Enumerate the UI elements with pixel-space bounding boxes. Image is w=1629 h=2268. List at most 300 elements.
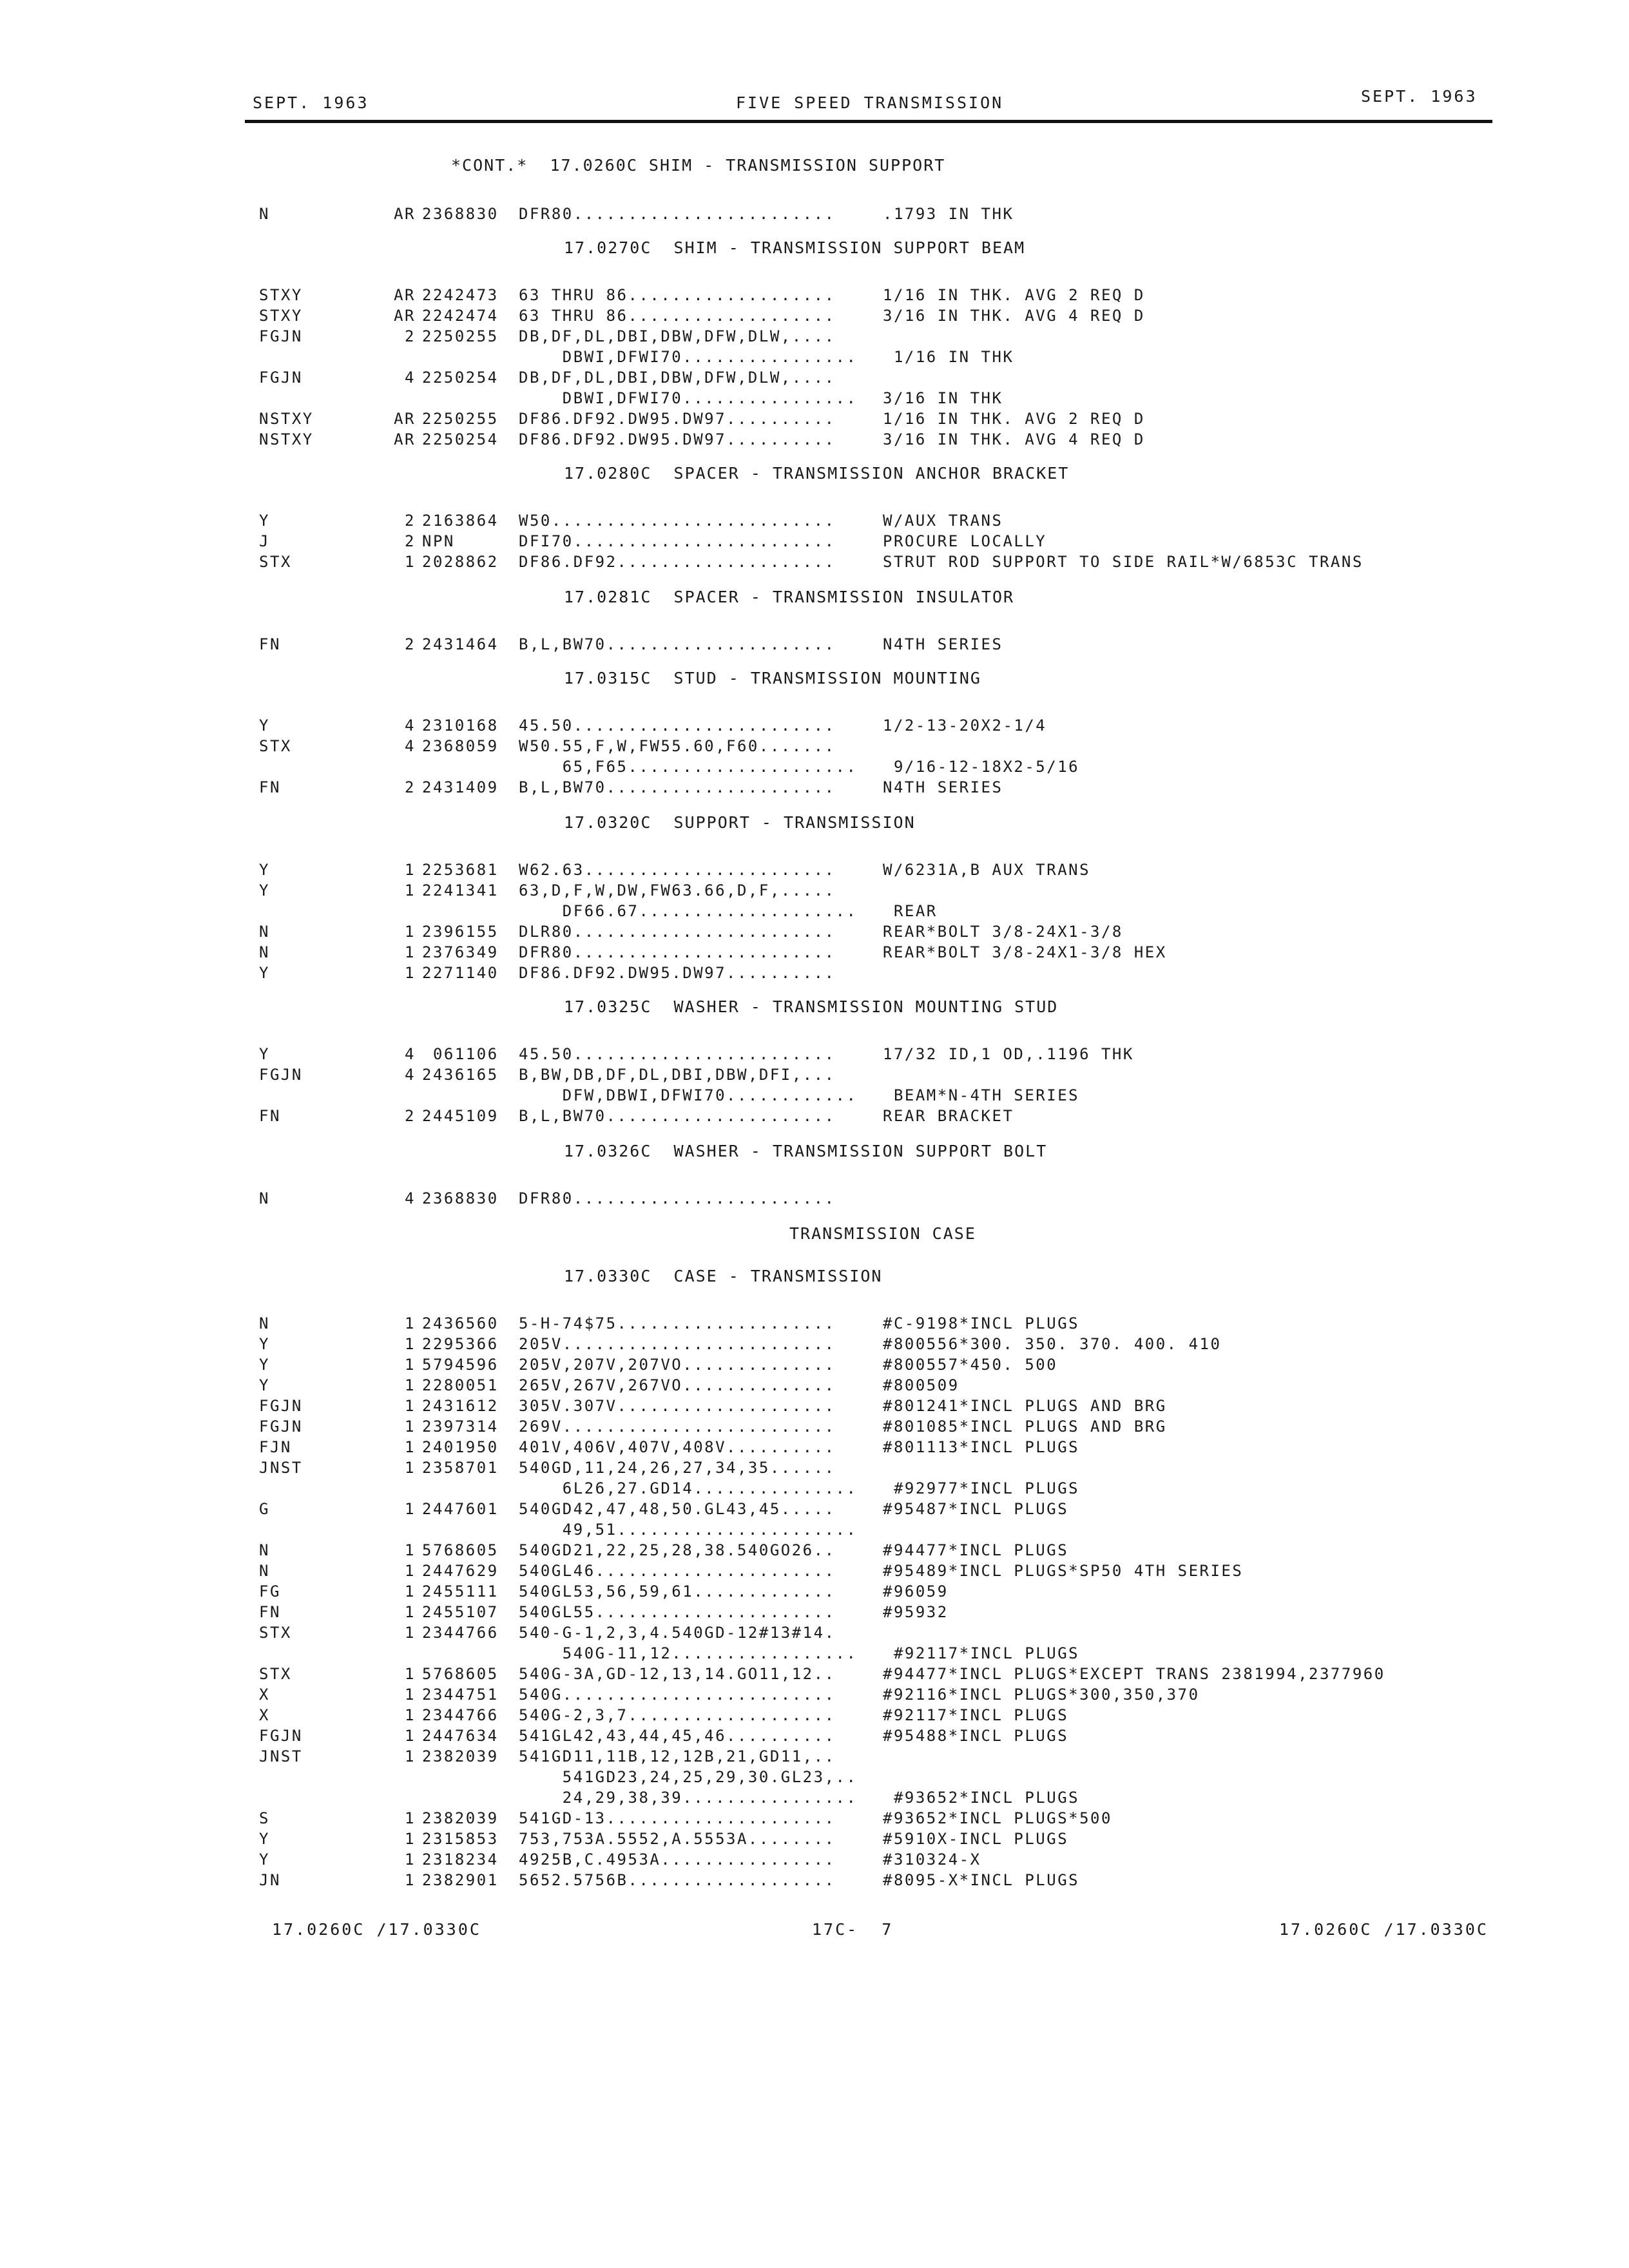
quantity: 1 (405, 1376, 416, 1394)
part-number: 2250255 (422, 327, 499, 345)
part-number: 2358701 (422, 1459, 499, 1477)
application: DB,DF,DL,DBI,DBW,DFW,DLW,.... (519, 369, 836, 387)
usage-code: JNST (259, 1747, 303, 1765)
remarks: #801113*INCL PLUGS (883, 1438, 1080, 1456)
usage-code: STX (259, 553, 292, 571)
quantity: 2 (405, 635, 416, 653)
remarks: W/AUX TRANS (883, 512, 1003, 530)
usage-code: FGJN (259, 1397, 303, 1415)
usage-code: S (259, 1809, 270, 1827)
quantity: 1 (405, 1871, 416, 1889)
section-heading-text: 17.0270C SHIM - TRANSMISSION SUPPORT BEAM (564, 238, 1026, 257)
application: W50.55,F,W,FW55.60,F60....... (519, 737, 836, 755)
usage-code: Y (259, 1335, 270, 1353)
quantity: 1 (405, 1727, 416, 1745)
usage-code: Y (259, 1830, 270, 1848)
application: DFR80........................ (519, 205, 836, 223)
parts-row (0, 758, 1629, 778)
section-heading-text: 17.0330C CASE - TRANSMISSION (564, 1267, 883, 1285)
footer-right-range: 17.0260C /17.0330C (1279, 1920, 1489, 1939)
application: W62.63....................... (519, 861, 836, 879)
section-heading (0, 997, 1629, 1023)
header-left-date: SEPT. 1963 (253, 93, 369, 112)
part-number: 2431409 (422, 778, 499, 796)
parts-row (0, 737, 1629, 757)
part-number: 2436165 (422, 1066, 499, 1084)
application: 540G-2,3,7................... (519, 1706, 836, 1724)
parts-row (0, 389, 1629, 409)
quantity: 1 (405, 1335, 416, 1353)
parts-row (0, 369, 1629, 389)
usage-code: X (259, 1686, 270, 1704)
part-number: 2455107 (422, 1603, 499, 1621)
part-number: 2447629 (422, 1562, 499, 1580)
remarks: #800556*300. 350. 370. 400. 410 (883, 1335, 1222, 1353)
section-heading-text: 17.0320C SUPPORT - TRANSMISSION (564, 813, 916, 832)
quantity: 1 (405, 1624, 416, 1642)
quantity: 1 (405, 1356, 416, 1374)
application: 45.50........................ (519, 1045, 836, 1063)
parts-row (0, 1747, 1629, 1767)
usage-code: STX (259, 737, 292, 755)
usage-code: FN (259, 635, 281, 653)
application: 540G-11,12................. (519, 1644, 858, 1662)
part-number: 2382901 (422, 1871, 499, 1889)
remarks: #801241*INCL PLUGS AND BRG (883, 1397, 1167, 1415)
parts-row (0, 1562, 1629, 1582)
part-number: 2310168 (422, 716, 499, 735)
parts-row (0, 286, 1629, 306)
application: DLR80........................ (519, 923, 836, 941)
usage-code: N (259, 205, 270, 223)
parts-row (0, 1871, 1629, 1891)
application: DFR80........................ (519, 1189, 836, 1207)
remarks: #94477*INCL PLUGS*EXCEPT TRANS 2381994,2377960 (883, 1665, 1385, 1683)
usage-code: Y (259, 1376, 270, 1394)
application: 45.50........................ (519, 716, 836, 735)
parts-row (0, 1789, 1629, 1809)
parts-row (0, 1356, 1629, 1376)
quantity: 4 (405, 716, 416, 735)
part-number: 061106 (422, 1045, 499, 1063)
remarks: 1/16 IN THK. AVG 2 REQ D (883, 410, 1145, 428)
application: 541GD-13..................... (519, 1809, 836, 1827)
application: 63 THRU 86................... (519, 286, 836, 304)
quantity: 4 (405, 1189, 416, 1207)
footer-page-number: 17C- 7 (812, 1920, 894, 1939)
quantity: 1 (405, 1314, 416, 1332)
application: 540GD,11,24,26,27,34,35...... (519, 1459, 836, 1477)
usage-code: J (259, 532, 270, 550)
quantity: 1 (405, 553, 416, 571)
parts-row (0, 1189, 1629, 1209)
part-number: 2431464 (422, 635, 499, 653)
quantity: 2 (405, 1107, 416, 1125)
quantity: 1 (405, 943, 416, 961)
application: 63,D,F,W,DW,FW63.66,D,F,..... (519, 881, 836, 899)
usage-code: JN (259, 1871, 281, 1889)
quantity: 1 (405, 1500, 416, 1518)
parts-row (0, 1107, 1629, 1127)
quantity: AR (394, 430, 416, 448)
usage-code: N (259, 1314, 270, 1332)
remarks: #92977*INCL PLUGS (883, 1479, 1080, 1497)
part-number: 2295366 (422, 1335, 499, 1353)
usage-code: FN (259, 1107, 281, 1125)
application: 5652.5756B................... (519, 1871, 836, 1889)
application: B,L,BW70..................... (519, 778, 836, 796)
part-number: 2368830 (422, 1189, 499, 1207)
parts-row (0, 1850, 1629, 1870)
application: 49,51...................... (519, 1521, 858, 1539)
parts-row (0, 1603, 1629, 1623)
parts-row (0, 512, 1629, 532)
parts-row (0, 1479, 1629, 1499)
application: 541GL42,43,44,45,46.......... (519, 1727, 836, 1745)
application: DF86.DF92.DW95.DW97.......... (519, 410, 836, 428)
part-number: 2344766 (422, 1624, 499, 1642)
parts-row (0, 430, 1629, 450)
application: 269V......................... (519, 1418, 836, 1436)
section-heading (0, 1142, 1629, 1168)
section-heading-text: *CONT.* 17.0260C SHIM - TRANSMISSION SUPPORT (451, 156, 946, 175)
quantity: 2 (405, 778, 416, 796)
part-number: 5794596 (422, 1356, 499, 1374)
parts-row (0, 327, 1629, 347)
part-number: 2401950 (422, 1438, 499, 1456)
parts-row (0, 205, 1629, 225)
usage-code: FN (259, 778, 281, 796)
application: DF66.67.................... (519, 902, 858, 920)
parts-row (0, 1644, 1629, 1664)
section-heading (0, 238, 1629, 264)
usage-code: FN (259, 1603, 281, 1621)
remarks: 3/16 IN THK. AVG 4 REQ D (883, 430, 1145, 448)
remarks: #93652*INCL PLUGS*500 (883, 1809, 1112, 1827)
quantity: AR (394, 286, 416, 304)
usage-code: FJN (259, 1438, 292, 1456)
application: DF86.DF92.DW95.DW97.......... (519, 430, 836, 448)
part-number: 2368830 (422, 205, 499, 223)
parts-row (0, 716, 1629, 736)
part-number: 2344766 (422, 1706, 499, 1724)
parts-row (0, 553, 1629, 573)
application: 540GL53,56,59,61............. (519, 1582, 836, 1600)
remarks: BEAM*N-4TH SERIES (883, 1086, 1080, 1104)
parts-row (0, 1541, 1629, 1561)
section-heading-text: 17.0280C SPACER - TRANSMISSION ANCHOR BRACKET (564, 464, 1070, 483)
part-number: 2250254 (422, 430, 499, 448)
parts-row (0, 1459, 1629, 1479)
part-number: 2368059 (422, 737, 499, 755)
part-number: 5768605 (422, 1541, 499, 1559)
quantity: 4 (405, 1066, 416, 1084)
usage-code: N (259, 1189, 270, 1207)
part-number: 2253681 (422, 861, 499, 879)
remarks: 3/16 IN THK (883, 389, 1003, 407)
remarks: PROCURE LOCALLY (883, 532, 1047, 550)
usage-code: STX (259, 1624, 292, 1642)
remarks: #95932 (883, 1603, 949, 1621)
quantity: 1 (405, 923, 416, 941)
part-number: 2163864 (422, 512, 499, 530)
remarks: #92117*INCL PLUGS (883, 1644, 1080, 1662)
parts-row (0, 410, 1629, 430)
part-number: 2242474 (422, 307, 499, 325)
parts-row (0, 1768, 1629, 1788)
usage-code: FGJN (259, 1066, 303, 1084)
usage-code: N (259, 1562, 270, 1580)
section-heading-text: 17.0325C WASHER - TRANSMISSION MOUNTING STUD (564, 997, 1059, 1016)
application: 753,753A.5552,A.5553A........ (519, 1830, 836, 1848)
application: 6L26,27.GD14............... (519, 1479, 858, 1497)
application: B,L,BW70..................... (519, 635, 836, 653)
usage-code: Y (259, 1045, 270, 1063)
parts-row (0, 307, 1629, 327)
remarks: 1/16 IN THK (883, 348, 1014, 366)
quantity: 1 (405, 1665, 416, 1683)
usage-code: FGJN (259, 1727, 303, 1745)
quantity: 1 (405, 1686, 416, 1704)
usage-code: Y (259, 716, 270, 735)
application: 65,F65..................... (519, 758, 858, 776)
section-heading (0, 588, 1629, 613)
remarks: 1/16 IN THK. AVG 2 REQ D (883, 286, 1145, 304)
part-number: 2250255 (422, 410, 499, 428)
quantity: 2 (405, 512, 416, 530)
usage-code: FGJN (259, 327, 303, 345)
remarks: STRUT ROD SUPPORT TO SIDE RAIL*W/6853C TRANS (883, 553, 1364, 571)
usage-code: JNST (259, 1459, 303, 1477)
quantity: 1 (405, 1747, 416, 1765)
remarks: #95489*INCL PLUGS*SP50 4TH SERIES (883, 1562, 1244, 1580)
application: DF86.DF92.................... (519, 553, 836, 571)
footer-left-range: 17.0260C /17.0330C (272, 1920, 481, 1939)
application: DF86.DF92.DW95.DW97.......... (519, 964, 836, 982)
application: DBWI,DFWI70................ (519, 389, 858, 407)
parts-row (0, 1809, 1629, 1829)
part-number: 2344751 (422, 1686, 499, 1704)
parts-row (0, 1438, 1629, 1458)
application: 540G......................... (519, 1686, 836, 1704)
parts-row (0, 1686, 1629, 1706)
usage-code: FG (259, 1582, 281, 1600)
parts-row (0, 1624, 1629, 1644)
application: 5-H-74$75.................... (519, 1314, 836, 1332)
usage-code: FGJN (259, 1418, 303, 1436)
quantity: 2 (405, 532, 416, 550)
application: 540-G-1,2,3,4.540GD-12#13#14. (519, 1624, 836, 1642)
usage-code: N (259, 943, 270, 961)
section-heading (0, 1224, 1629, 1250)
parts-row (0, 881, 1629, 901)
section-heading-text: 17.0326C WASHER - TRANSMISSION SUPPORT BOLT (564, 1142, 1048, 1160)
remarks: #8095-X*INCL PLUGS (883, 1871, 1080, 1889)
section-heading (0, 669, 1629, 695)
parts-row (0, 1045, 1629, 1065)
part-number: 2250254 (422, 369, 499, 387)
remarks: #5910X-INCL PLUGS (883, 1830, 1069, 1848)
remarks: #800509 (883, 1376, 959, 1394)
section-heading (0, 156, 1629, 182)
quantity: 4 (405, 737, 416, 755)
quantity: AR (394, 410, 416, 428)
quantity: 1 (405, 1809, 416, 1827)
parts-row (0, 1397, 1629, 1417)
usage-code: STXY (259, 286, 303, 304)
remarks: #95488*INCL PLUGS (883, 1727, 1069, 1745)
usage-code: N (259, 923, 270, 941)
usage-code: STX (259, 1665, 292, 1683)
remarks: #92116*INCL PLUGS*300,350,370 (883, 1686, 1200, 1704)
header-title: FIVE SPEED TRANSMISSION (736, 93, 1004, 112)
remarks: REAR*BOLT 3/8-24X1-3/8 (883, 923, 1123, 941)
quantity: 2 (405, 327, 416, 345)
section-heading (0, 1267, 1629, 1293)
part-number: 2382039 (422, 1747, 499, 1765)
part-number: 5768605 (422, 1665, 499, 1683)
application: 541GD11,11B,12,12B,21,GD11,.. (519, 1747, 836, 1765)
remarks: #310324-X (883, 1850, 981, 1869)
parts-row (0, 1727, 1629, 1747)
quantity: 1 (405, 1459, 416, 1477)
parts-row (0, 1582, 1629, 1602)
section-heading (0, 813, 1629, 839)
application: 401V,406V,407V,408V.......... (519, 1438, 836, 1456)
remarks: #95487*INCL PLUGS (883, 1500, 1069, 1518)
application: DFR80........................ (519, 943, 836, 961)
parts-row (0, 943, 1629, 963)
parts-row (0, 1314, 1629, 1334)
section-heading-text: 17.0281C SPACER - TRANSMISSION INSULATOR (564, 588, 1015, 606)
parts-row (0, 778, 1629, 798)
remarks: #C-9198*INCL PLUGS (883, 1314, 1080, 1332)
remarks: #800557*450. 500 (883, 1356, 1058, 1374)
application: 24,29,38,39................ (519, 1789, 858, 1807)
remarks: REAR*BOLT 3/8-24X1-3/8 HEX (883, 943, 1167, 961)
usage-code: Y (259, 512, 270, 530)
part-number: 2271140 (422, 964, 499, 982)
remarks: 9/16-12-18X2-5/16 (883, 758, 1080, 776)
usage-code: Y (259, 1356, 270, 1374)
quantity: 1 (405, 861, 416, 879)
parts-row (0, 532, 1629, 552)
parts-row (0, 923, 1629, 943)
application: 540GL46...................... (519, 1562, 836, 1580)
remarks: N4TH SERIES (883, 778, 1003, 796)
application: DB,DF,DL,DBI,DBW,DFW,DLW,.... (519, 327, 836, 345)
application: W50.......................... (519, 512, 836, 530)
usage-code: N (259, 1541, 270, 1559)
parts-row (0, 635, 1629, 655)
quantity: 1 (405, 1397, 416, 1415)
part-number: 2447634 (422, 1727, 499, 1745)
parts-row (0, 861, 1629, 881)
section-heading-text: TRANSMISSION CASE (789, 1224, 976, 1243)
parts-row (0, 1665, 1629, 1685)
usage-code: Y (259, 964, 270, 982)
quantity: 1 (405, 1541, 416, 1559)
quantity: 1 (405, 1830, 416, 1848)
application: 540GL55...................... (519, 1603, 836, 1621)
usage-code: X (259, 1706, 270, 1724)
usage-code: G (259, 1500, 270, 1518)
parts-row (0, 1830, 1629, 1850)
quantity: 1 (405, 1582, 416, 1600)
remarks: 1/2-13-20X2-1/4 (883, 716, 1047, 735)
quantity: 1 (405, 1603, 416, 1621)
remarks: #92117*INCL PLUGS (883, 1706, 1069, 1724)
quantity: 4 (405, 369, 416, 387)
remarks: REAR BRACKET (883, 1107, 1014, 1125)
quantity: AR (394, 205, 416, 223)
parts-row (0, 1335, 1629, 1355)
quantity: 1 (405, 1850, 416, 1869)
parts-row (0, 1521, 1629, 1541)
usage-code: STXY (259, 307, 303, 325)
quantity: 1 (405, 1706, 416, 1724)
usage-code: Y (259, 861, 270, 879)
part-number: 2436560 (422, 1314, 499, 1332)
part-number: 2241341 (422, 881, 499, 899)
usage-code: NSTXY (259, 430, 314, 448)
usage-code: Y (259, 881, 270, 899)
parts-row (0, 1376, 1629, 1396)
quantity: 4 (405, 1045, 416, 1063)
usage-code: Y (259, 1850, 270, 1869)
application: 540G-3A,GD-12,13,14.GO11,12.. (519, 1665, 836, 1683)
application: B,BW,DB,DF,DL,DBI,DBW,DFI,... (519, 1066, 836, 1084)
part-number: 2455111 (422, 1582, 499, 1600)
part-number: 2242473 (422, 286, 499, 304)
remarks: 17/32 ID,1 OD,.1196 THK (883, 1045, 1134, 1063)
part-number: 2318234 (422, 1850, 499, 1869)
remarks: #801085*INCL PLUGS AND BRG (883, 1418, 1167, 1436)
remarks: 3/16 IN THK. AVG 4 REQ D (883, 307, 1145, 325)
application: B,L,BW70..................... (519, 1107, 836, 1125)
parts-row (0, 964, 1629, 984)
part-number: 2028862 (422, 553, 499, 571)
application: 540GD21,22,25,28,38.540GO26.. (519, 1541, 836, 1559)
quantity: 1 (405, 964, 416, 982)
part-number: 2445109 (422, 1107, 499, 1125)
part-number: 2382039 (422, 1809, 499, 1827)
section-heading (0, 464, 1629, 490)
part-number: NPN (422, 532, 455, 550)
application: 205V,207V,207VO.............. (519, 1356, 836, 1374)
parts-row (0, 1066, 1629, 1086)
application: DFW,DBWI,DFWI70............ (519, 1086, 858, 1104)
remarks: #93652*INCL PLUGS (883, 1789, 1080, 1807)
header-right-date: SEPT. 1963 (1361, 87, 1478, 106)
part-number: 2376349 (422, 943, 499, 961)
quantity: 1 (405, 1438, 416, 1456)
remarks: .1793 IN THK (883, 205, 1014, 223)
application: 265V,267V,267VO.............. (519, 1376, 836, 1394)
section-heading-text: 17.0315C STUD - TRANSMISSION MOUNTING (564, 669, 981, 687)
parts-row (0, 902, 1629, 922)
remarks: #96059 (883, 1582, 949, 1600)
parts-row (0, 1418, 1629, 1437)
part-number: 2396155 (422, 923, 499, 941)
remarks: REAR (883, 902, 938, 920)
quantity: 1 (405, 1562, 416, 1580)
remarks: #94477*INCL PLUGS (883, 1541, 1069, 1559)
application: DFI70........................ (519, 532, 836, 550)
application: DBWI,DFWI70................ (519, 348, 858, 366)
part-number: 2397314 (422, 1418, 499, 1436)
part-number: 2447601 (422, 1500, 499, 1518)
